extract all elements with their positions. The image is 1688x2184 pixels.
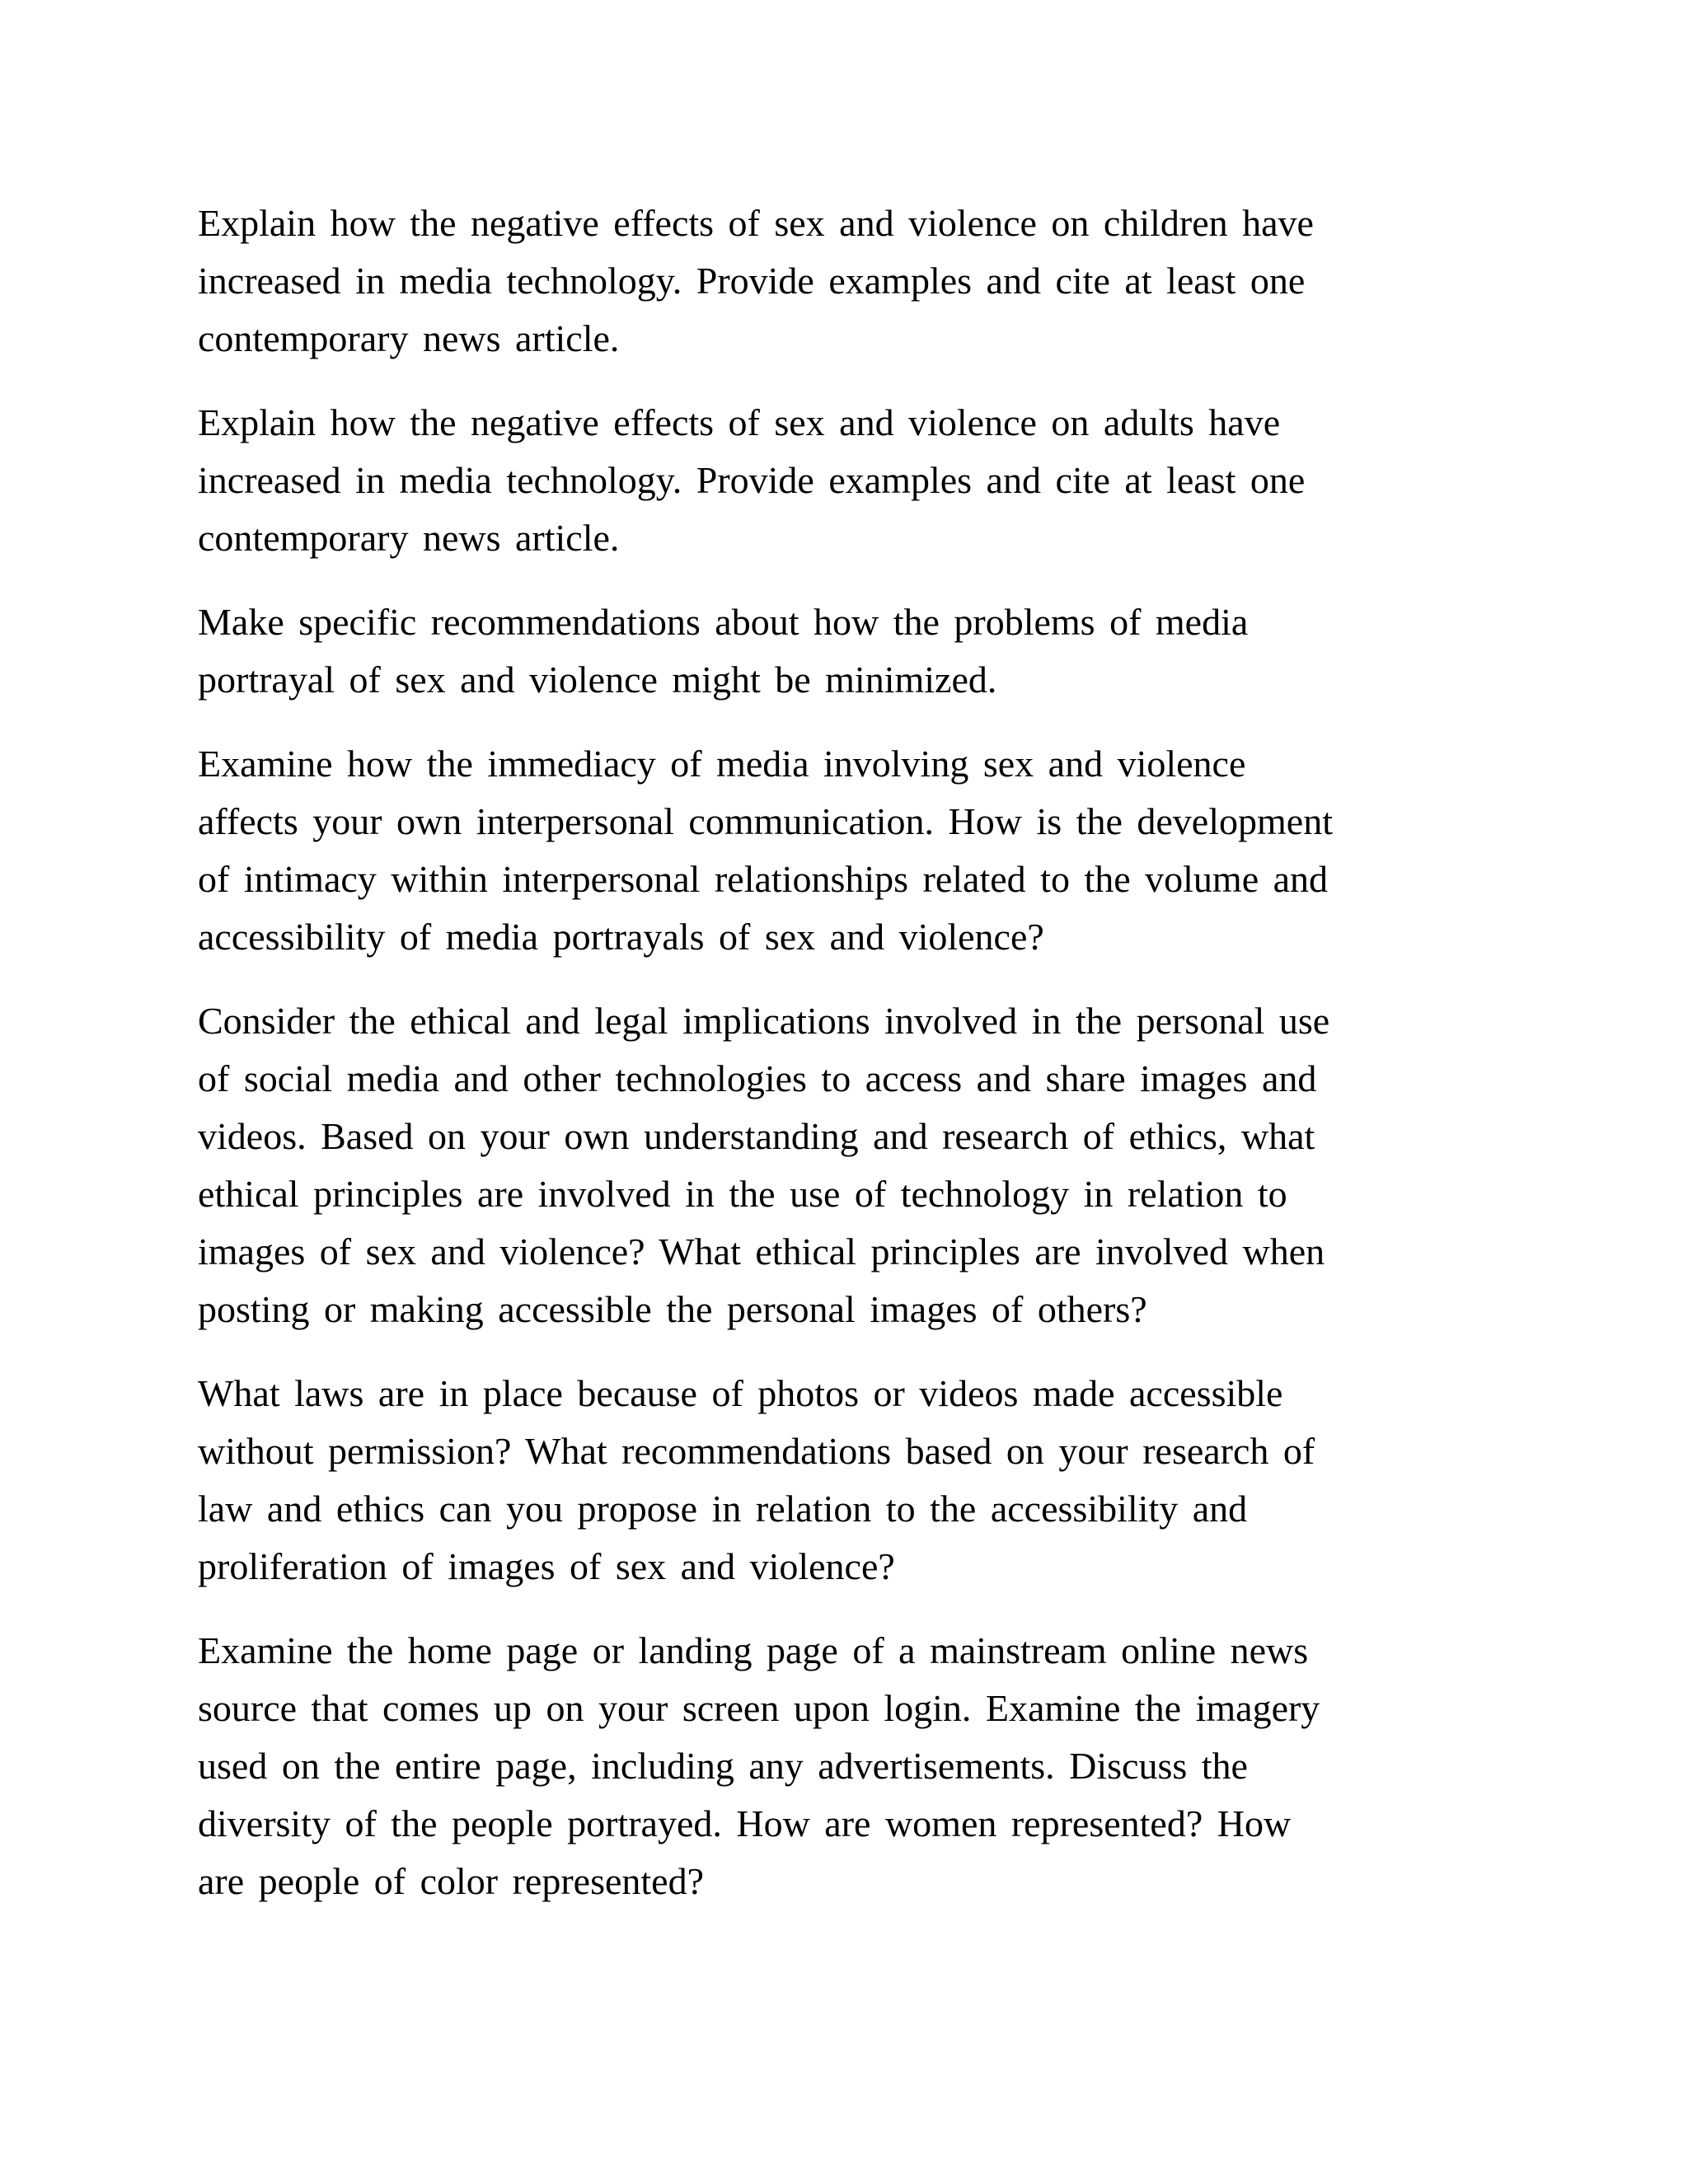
text-line: contemporary news article. — [198, 317, 620, 359]
text-line: law and ethics can you propose in relation to the accessibility and — [198, 1488, 1248, 1530]
text-line: used on the entire page, including any advertisements. Discuss the — [198, 1745, 1248, 1787]
text-line: Explain how the negative effects of sex and violence on adults have — [198, 401, 1281, 443]
text-line: portrayal of sex and violence might be minimized. — [198, 658, 997, 701]
paragraph-children-effects — [198, 194, 1484, 368]
text-line: Consider the ethical and legal implications involved in the personal use — [198, 1000, 1330, 1042]
text-line: of intimacy within interpersonal relationships related to the volume and — [198, 858, 1329, 900]
paragraph-interpersonal-communication — [198, 735, 1484, 966]
text-line: diversity of the people portrayed. How are women represented? How — [198, 1802, 1292, 1844]
text-line: increased in media technology. Provide examples and cite at least one — [198, 459, 1306, 501]
paragraph-laws — [198, 1365, 1484, 1596]
text-line: accessibility of media portrayals of sex and violence? — [198, 916, 1044, 958]
text-line: are people of color represented? — [198, 1860, 705, 1902]
text-line: of social media and other technologies to access and share images and — [198, 1057, 1317, 1099]
paragraph-news-imagery — [198, 1622, 1484, 1910]
text-line: without permission? What recommendations based on your research of — [198, 1430, 1315, 1472]
text-line: increased in media technology. Provide examples and cite at least one — [198, 260, 1306, 302]
text-line: What laws are in place because of photos or videos made accessible — [198, 1372, 1283, 1414]
text-line: affects your own interpersonal communication. How is the development — [198, 800, 1333, 842]
document-body — [198, 194, 1484, 1937]
paragraph-ethical-legal — [198, 992, 1484, 1338]
text-line: ethical principles are involved in the use of technology in relation to — [198, 1173, 1287, 1215]
text-line: Make specific recommendations about how the problems of media — [198, 601, 1249, 643]
text-line: contemporary news article. — [198, 517, 620, 559]
paragraph-adults-effects — [198, 394, 1484, 567]
text-line: Examine how the immediacy of media involving sex and violence — [198, 743, 1246, 785]
paragraph-recommendations — [198, 593, 1484, 709]
text-line: Explain how the negative effects of sex and violence on children have — [198, 202, 1314, 244]
text-line: posting or making accessible the personal images of others? — [198, 1288, 1147, 1330]
text-line: Examine the home page or landing page of a mainstream online news — [198, 1629, 1309, 1671]
text-line: proliferation of images of sex and violence? — [198, 1545, 895, 1587]
text-line: videos. Based on your own understanding and research of ethics, what — [198, 1115, 1315, 1157]
text-line: source that comes up on your screen upon login. Examine the imagery — [198, 1687, 1320, 1729]
text-line: images of sex and violence? What ethical principles are involved when — [198, 1230, 1325, 1272]
